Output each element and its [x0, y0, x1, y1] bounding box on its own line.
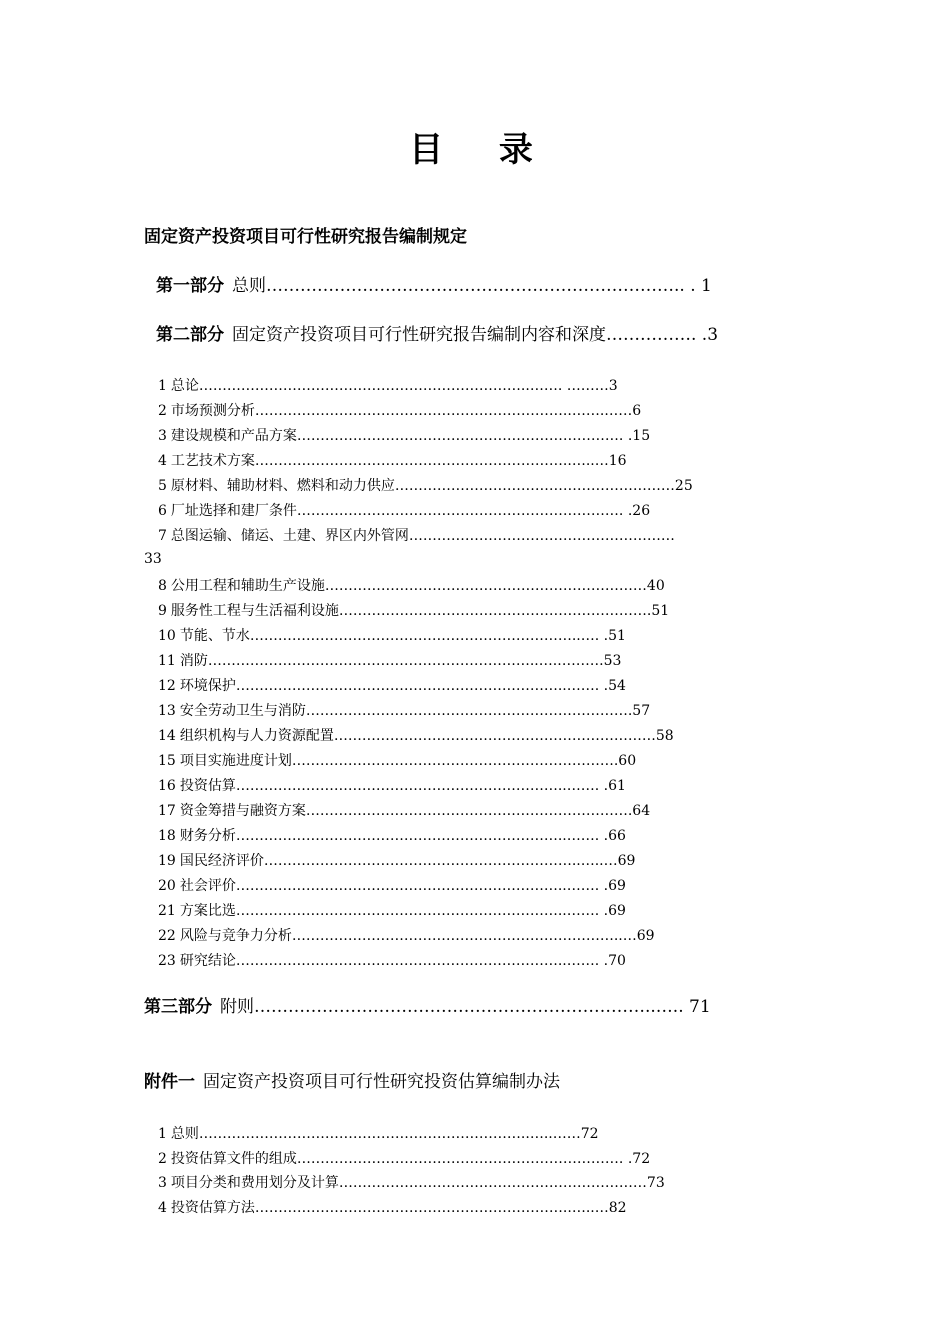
toc-item-number: 8	[158, 578, 167, 594]
toc-item-number: 4	[158, 1200, 167, 1216]
toc-item[interactable]	[158, 724, 674, 748]
toc-leader: …………………………………………………………	[338, 1175, 647, 1191]
page-number: 57	[632, 703, 651, 719]
page-number: 58	[655, 728, 674, 744]
page-number: 73	[646, 1175, 665, 1191]
toc-leader: …………………………………………………	[408, 528, 675, 544]
toc-item-number: 22	[158, 928, 176, 944]
page-number: 69	[617, 853, 636, 869]
toc-item-text: 厂址选择和建厂条件	[170, 503, 297, 519]
page-number: 61	[608, 778, 626, 794]
toc-item-text: 原材料、辅助材料、燃料和动力供应	[170, 478, 395, 494]
toc-item-number: 13	[158, 703, 176, 719]
toc-item-number: 6	[158, 503, 167, 519]
toc-leader: ……………………………………………………………	[333, 728, 656, 744]
page-number: 3	[707, 325, 719, 345]
toc-item[interactable]	[158, 424, 650, 448]
toc-leader: ……………………………………………………………..……. .	[235, 678, 609, 694]
page-number: 15	[632, 428, 651, 444]
appendix-toc-item[interactable]	[158, 1147, 650, 1171]
page-number: 82	[608, 1200, 627, 1216]
page-number: 51	[608, 628, 626, 644]
appendix-toc-item[interactable]	[158, 1196, 627, 1220]
page-number: 26	[632, 503, 651, 519]
document-heading: 固定资产投资项目可行性研究报告编制规定	[144, 227, 467, 247]
page-number: 40	[646, 578, 665, 594]
toc-item-number: 4	[158, 453, 167, 469]
toc-leader: ……………………………………………………………..……. .	[235, 828, 609, 844]
toc-item[interactable]	[158, 824, 626, 848]
page-number: 60	[618, 753, 637, 769]
page-number: 25	[674, 478, 693, 494]
appendix-toc-item[interactable]	[158, 1122, 599, 1146]
toc-item[interactable]	[158, 474, 693, 498]
toc-part-1[interactable]	[156, 274, 712, 298]
page-number: 16	[608, 453, 627, 469]
page-number: 69	[636, 928, 655, 944]
toc-item-text: 投资估算文件的组成	[170, 1151, 297, 1167]
toc-item[interactable]	[158, 949, 626, 973]
toc-item-number: 11	[158, 653, 176, 669]
toc-item-text: 项目分类和费用划分及计算	[170, 1175, 339, 1191]
toc-leader: …………………………………………………………….	[305, 803, 633, 819]
toc-leader: ……………………………………………………………..……. .	[235, 903, 609, 919]
toc-item-number: 3	[158, 428, 167, 444]
toc-item[interactable]	[158, 924, 655, 948]
page-number: 51	[651, 603, 670, 619]
appendix-toc-item[interactable]	[158, 1171, 665, 1195]
toc-item-text: 安全劳动卫生与消防	[179, 703, 306, 719]
toc-item[interactable]	[158, 499, 650, 523]
toc-item[interactable]	[158, 699, 650, 723]
toc-item-number: 20	[158, 878, 176, 894]
toc-item-number: 16	[158, 778, 176, 794]
toc-item[interactable]	[158, 524, 675, 548]
part-text: 总则	[232, 276, 266, 296]
toc-item-text: 资金筹措与融资方案	[179, 803, 306, 819]
toc-leader: ……………………………………………………………	[324, 578, 647, 594]
toc-item-number: 12	[158, 678, 176, 694]
toc-item-text: 研究结论	[179, 953, 236, 969]
appendix-title: 固定资产投资项目可行性研究投资估算编制办法	[203, 1072, 560, 1092]
toc-item-text: 建设规模和产品方案	[170, 428, 297, 444]
toc-leader: ……………………………………………………………. .	[296, 428, 633, 444]
toc-item-number: 2	[158, 1151, 167, 1167]
toc-item-number: 19	[158, 853, 176, 869]
toc-leader: ……………………………………………………………..……. ………	[198, 378, 609, 394]
toc-leader: ……………………………………………………………..……. .	[235, 878, 609, 894]
toc-item[interactable]	[158, 574, 665, 598]
toc-item-text: 组织机构与人力资源配置	[179, 728, 334, 744]
page-number: 66	[608, 828, 626, 844]
toc-item[interactable]	[158, 849, 635, 873]
part-text: 固定资产投资项目可行性研究报告编制内容和深度	[232, 325, 606, 345]
toc-item-text: 方案比选	[179, 903, 236, 919]
toc-item[interactable]	[158, 749, 636, 773]
page-number: 72	[632, 1151, 651, 1167]
toc-item-text: 投资估算	[179, 778, 236, 794]
toc-item-text: 环境保护	[179, 678, 236, 694]
page-number: 71	[689, 997, 711, 1017]
toc-leader: ……………………………………………………………..…. .	[249, 628, 609, 644]
toc-leader: ……………. .	[606, 325, 708, 345]
toc-leader: ……………………………………………………………..…	[291, 928, 637, 944]
part-text: 附则	[220, 997, 254, 1017]
appendix-label: 附件一	[144, 1072, 195, 1092]
page-number: 70	[608, 953, 626, 969]
toc-item-number: 10	[158, 628, 176, 644]
toc-leader: ………………………………………………………….	[338, 603, 652, 619]
toc-item-text: 节能、节水	[179, 628, 250, 644]
page-number: 3	[608, 378, 618, 394]
toc-leader: ……………………………………………………………..……. .	[235, 953, 609, 969]
toc-item[interactable]	[158, 649, 621, 673]
toc-leader: ……………………………………………………………..……. .	[235, 778, 609, 794]
toc-leader: ……………………………………………………………..…..……	[198, 1126, 581, 1142]
toc-item-text: 项目实施进度计划	[179, 753, 292, 769]
part-label: 第二部分	[156, 325, 224, 345]
page-number: 53	[603, 653, 622, 669]
toc-item-number: 15	[158, 753, 176, 769]
toc-item[interactable]	[158, 899, 626, 923]
toc-part-2[interactable]	[156, 323, 718, 347]
toc-item-number: 23	[158, 953, 176, 969]
toc-item-number: 18	[158, 828, 176, 844]
toc-leader: …………………………………………………………..…..…	[263, 853, 618, 869]
toc-item-number: 5	[158, 478, 167, 494]
toc-leader: ……………………………………………………………..….……….	[207, 653, 604, 669]
toc-item-number: 1	[158, 378, 167, 394]
toc-item[interactable]	[158, 399, 641, 423]
toc-leader: ……………………………………………………………. .	[296, 1151, 633, 1167]
toc-item-text: 总则	[170, 1126, 199, 1142]
page-number: 69	[608, 903, 626, 919]
toc-item-text: 工艺技术方案	[170, 453, 255, 469]
toc-item[interactable]	[158, 374, 618, 398]
toc-leader: ……………………………………………………	[394, 478, 675, 494]
toc-leader: ……………………………………………………………. .	[296, 503, 633, 519]
toc-item-number: 1	[158, 1126, 167, 1142]
toc-item-number: 3	[158, 1175, 167, 1191]
toc-leader: ……………………………………………………………….. .	[266, 276, 702, 296]
toc-item[interactable]	[158, 799, 650, 823]
toc-item-number: 9	[158, 603, 167, 619]
toc-item[interactable]	[158, 874, 626, 898]
toc-part-3[interactable]	[144, 995, 711, 1019]
toc-item-text: 服务性工程与生活福利设施	[170, 603, 339, 619]
toc-item-text: 财务分析	[179, 828, 236, 844]
appendix-heading	[144, 1070, 560, 1094]
page-number: 1	[701, 276, 712, 296]
toc-leader: …………………………………………………………..…..…	[254, 1200, 609, 1216]
page-title: 目 录	[409, 130, 555, 170]
page-number: 72	[580, 1126, 599, 1142]
page-number: 64	[632, 803, 651, 819]
part-label: 第三部分	[144, 997, 212, 1017]
toc-item-text: 总图运输、储运、土建、界区内外管网	[170, 528, 409, 544]
toc-item[interactable]	[158, 599, 669, 623]
wrapped-page-number: 33	[144, 551, 162, 567]
toc-leader: …………………………………………………………….	[291, 753, 619, 769]
toc-item[interactable]	[158, 624, 626, 648]
toc-item-number: 7	[158, 528, 167, 544]
toc-item-number: 2	[158, 403, 167, 419]
toc-item[interactable]	[158, 449, 627, 473]
page-number: 54	[608, 678, 626, 694]
toc-leader: …………………………………………………………….	[305, 703, 633, 719]
toc-leader: …………………………………………………………..…..…	[254, 453, 609, 469]
toc-item-number: 17	[158, 803, 176, 819]
toc-item-number: 21	[158, 903, 176, 919]
toc-leader: …………………………………………………………..…….……	[254, 403, 633, 419]
toc-item-text: 市场预测分析	[170, 403, 255, 419]
toc-item-text: 社会评价	[179, 878, 236, 894]
toc-item[interactable]	[158, 774, 626, 798]
toc-item-number: 14	[158, 728, 176, 744]
part-label: 第一部分	[156, 276, 224, 296]
toc-item-text: 公用工程和辅助生产设施	[170, 578, 325, 594]
toc-leader: ……………………………………………………………..…..	[254, 997, 690, 1017]
page-number: 6	[632, 403, 642, 419]
toc-item-text: 总论	[170, 378, 199, 394]
page-number: 69	[608, 878, 626, 894]
toc-item-text: 国民经济评价	[179, 853, 264, 869]
toc-item-text: 投资估算方法	[170, 1200, 255, 1216]
toc-item-text: 风险与竞争力分析	[179, 928, 292, 944]
toc-item-text: 消防	[179, 653, 208, 669]
toc-item[interactable]	[158, 674, 626, 698]
